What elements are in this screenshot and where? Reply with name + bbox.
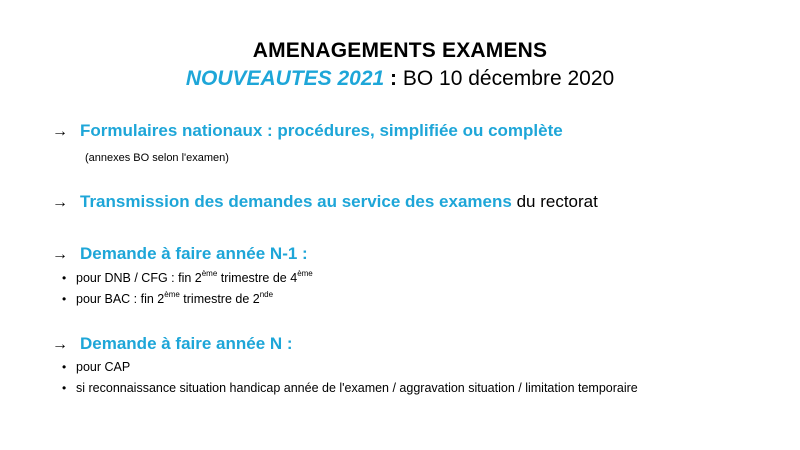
list-item: • pour CAP: [62, 357, 638, 378]
list-item: • si reconnaissance situation handicap année de l'examen / aggravation situation / limitation temporaire: [62, 378, 638, 399]
section-heading: Demande à faire année N-1 :: [80, 244, 308, 263]
list-item: • pour BAC : fin 2ème trimestre de 2nde: [62, 289, 313, 310]
arrow-icon: →: [52, 194, 68, 211]
subtitle-rest: BO 10 décembre 2020: [397, 67, 615, 90]
section-transmission: [52, 192, 598, 212]
section-heading: Demande à faire année N :: [80, 334, 293, 353]
section-heading: Transmission des demandes au service des examens: [80, 192, 512, 211]
arrow-icon: →: [52, 123, 68, 140]
list-item: • pour DNB / CFG : fin 2ème trimestre de 4ème: [62, 268, 313, 289]
section-heading: Formulaires nationaux : procédures, simplifiée ou complète: [80, 121, 563, 140]
section-heading-suffix: du rectorat: [511, 192, 598, 211]
bullet-list-annee-n-1: [62, 268, 313, 310]
slide-subtitle: [0, 67, 800, 91]
section-note: (annexes BO selon l'examen): [85, 152, 229, 164]
subtitle-colon: :: [384, 67, 398, 90]
slide-title: AMENAGEMENTS EXAMENS: [252, 39, 548, 62]
bullet-list-annee-n: [62, 357, 638, 399]
arrow-icon: →: [52, 246, 68, 263]
section-annee-n-1: [52, 244, 308, 264]
section-formulaires: [52, 121, 563, 141]
arrow-icon: →: [52, 336, 68, 353]
section-annee-n: [52, 334, 293, 354]
subtitle-highlight: NOUVEAUTES 2021: [185, 67, 385, 90]
